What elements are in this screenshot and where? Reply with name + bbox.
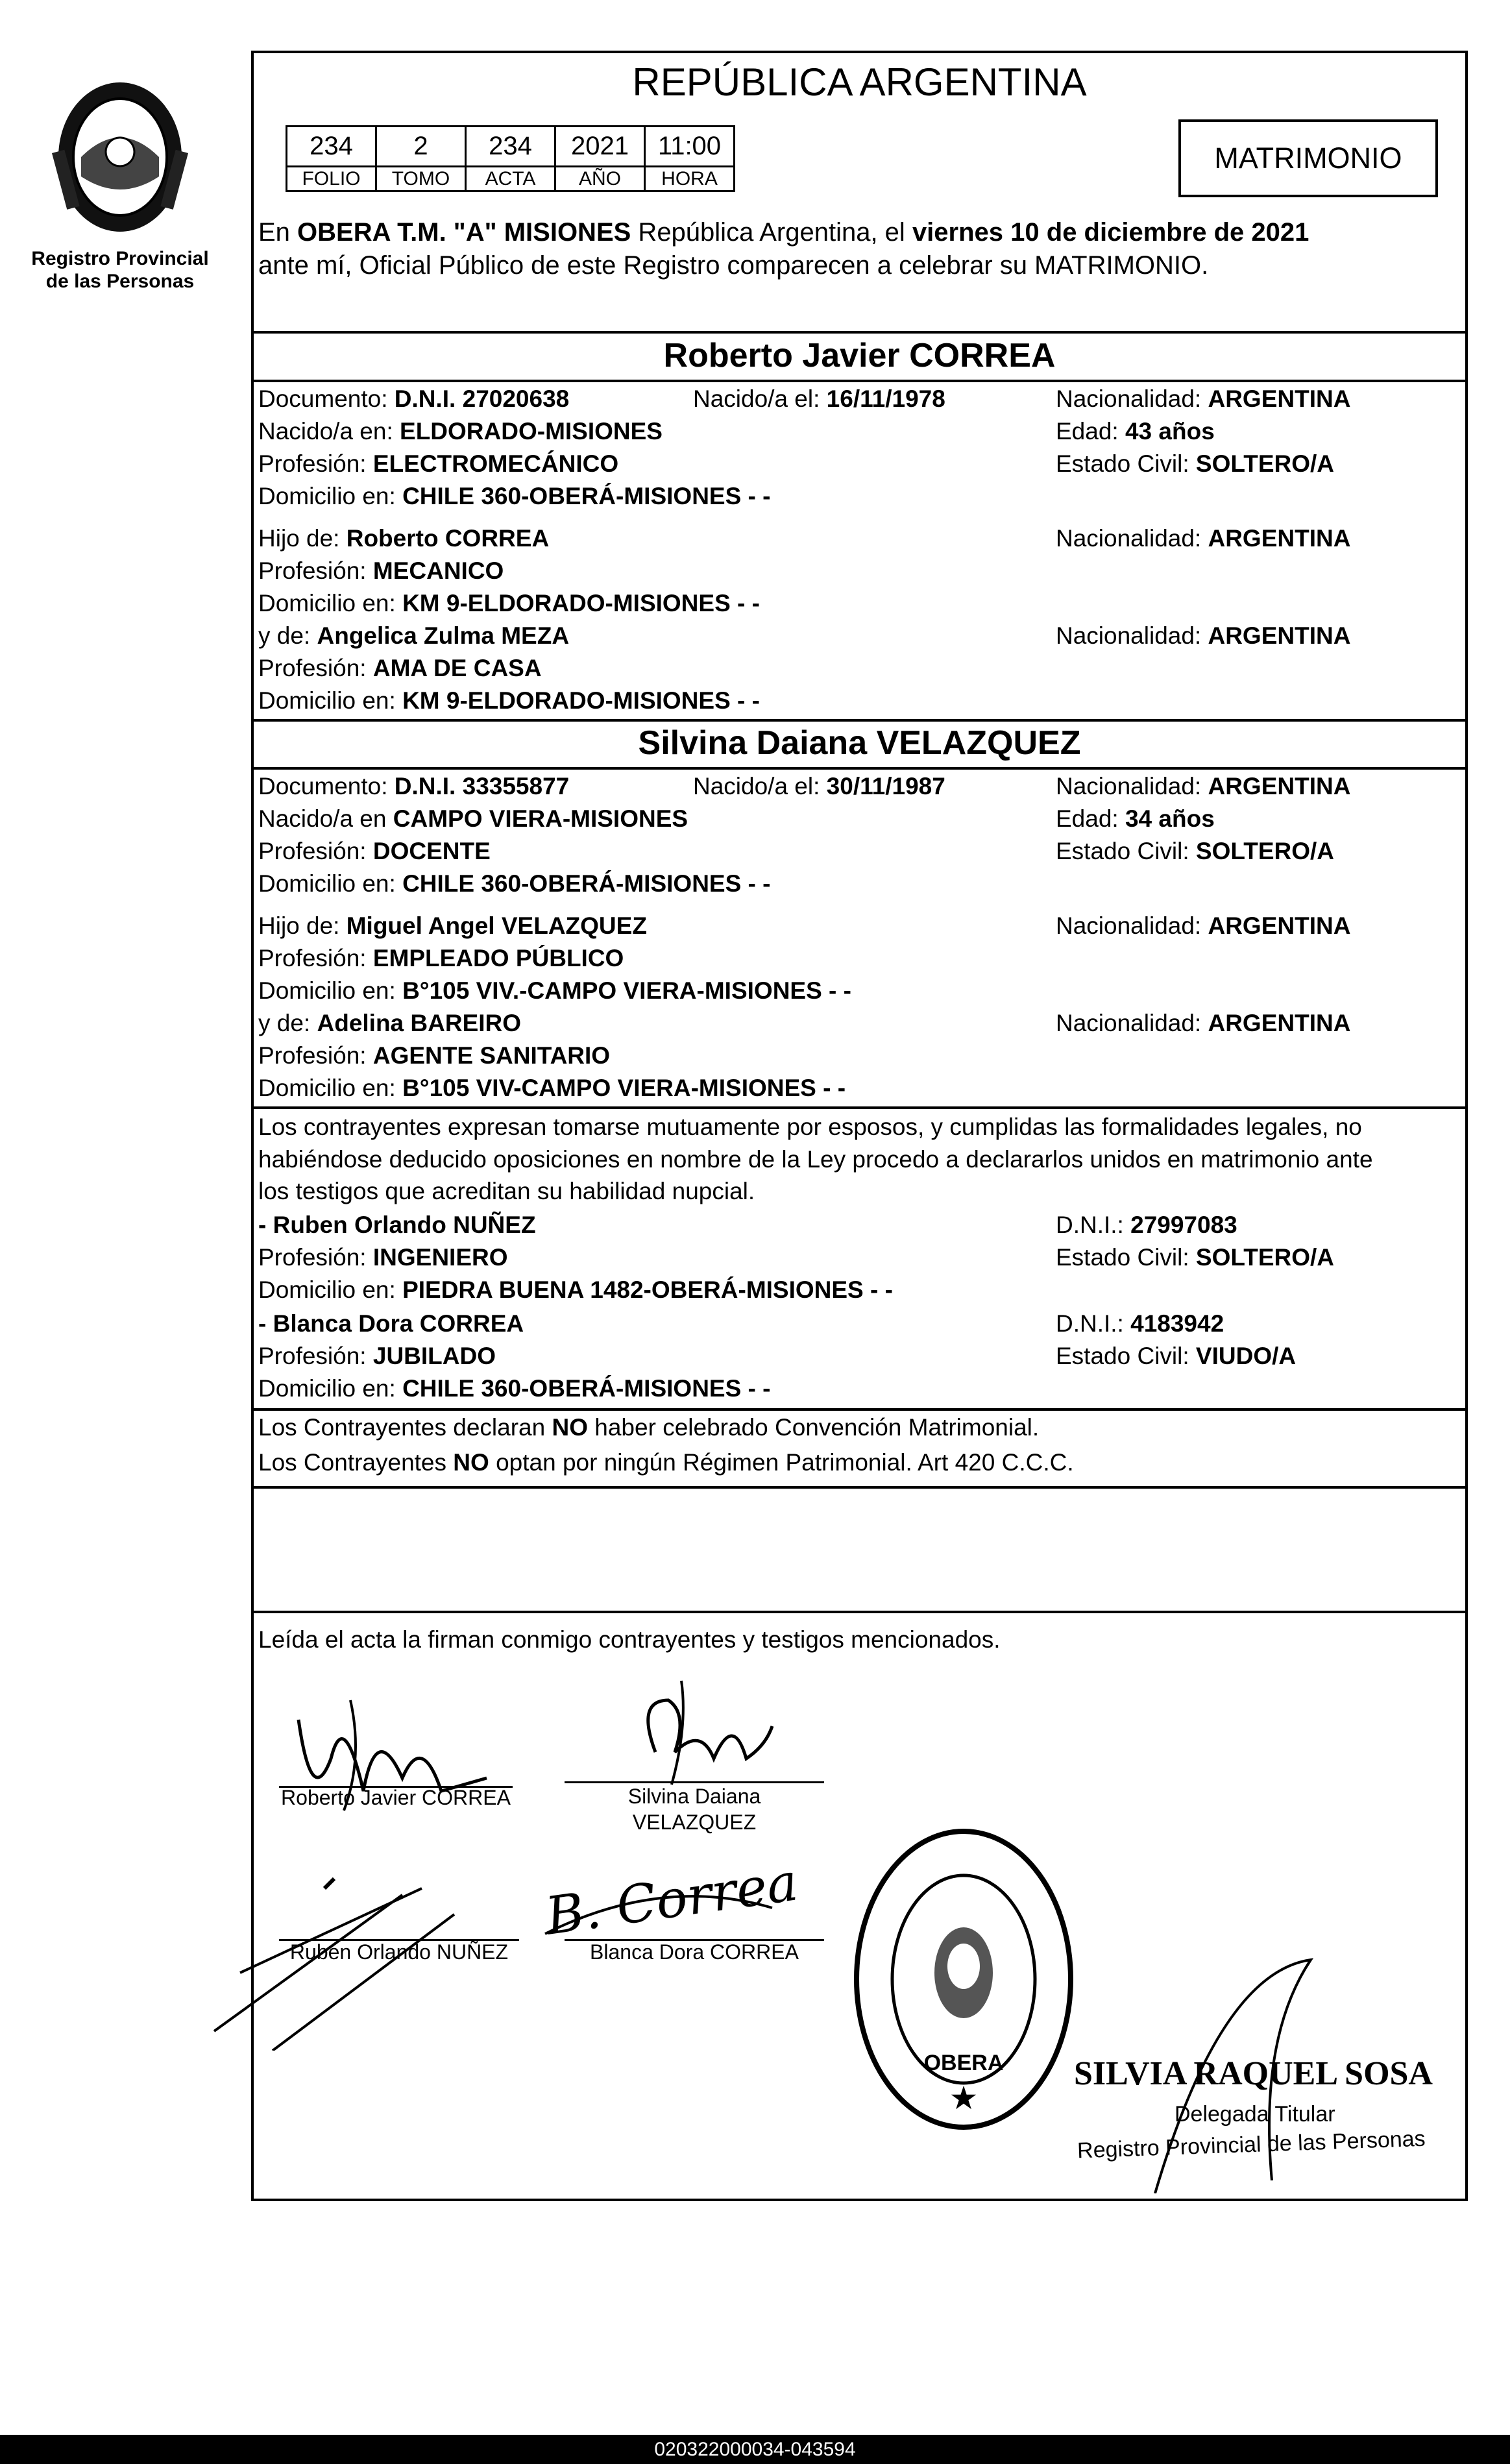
logo-caption-line2: de las Personas [45,270,195,292]
signature-handwriting-witness-2: B. Correa [542,1851,802,1947]
svg-text:★: ★ [949,2080,979,2116]
witness-2-dni: D.N.I.: 4183942 [1056,1310,1224,1337]
declaration-line-2: habiéndose deducido oposiciones en nombre de la Ley procedo a declararlos unidos en matrimonio ante [258,1145,1373,1173]
logo-caption [26,248,214,293]
tomo-value: 2 [376,127,466,167]
witness-1-name: - Ruben Orlando NUÑEZ [258,1212,536,1238]
bride-mother-address: Domicilio en: B°105 VIV-CAMPO VIERA-MISIONES - - [258,1075,846,1101]
folio-value: 234 [287,127,376,167]
signature-label-groom: Roberto Javier CORREA [281,1786,511,1809]
bride-document: Documento: D.N.I. 33355877 [258,773,570,799]
groom-nationality: Nacionalidad: ARGENTINA [1056,385,1351,412]
witness-2-name: - Blanca Dora CORREA [258,1310,524,1337]
groom-age: Edad: 43 años [1056,418,1215,445]
acta-label: ACTA [466,167,555,191]
tomo-label: TOMO [376,167,466,191]
official-role: Delegada Titular [1175,2102,1335,2127]
document-barcode-number: 020322000034-043594 [0,2435,1510,2464]
intro-mid: República Argentina, el [631,218,912,247]
official-name: SILVIA RAQUEL SOSA [1074,2055,1433,2092]
acta-type-box [1178,119,1438,197]
acta-value: 234 [466,127,555,167]
groom-mother-nationality: Nacionalidad: ARGENTINA [1056,622,1351,649]
signature-label-witness-2: Blanca Dora CORREA [590,1940,799,1964]
signature-label-bride [565,1783,824,1835]
anio-label: AÑO [555,167,645,191]
witness-2-civil-status: Estado Civil: VIUDO/A [1056,1343,1297,1369]
bride-name-heading: Silvina Daiana VELAZQUEZ [638,724,1081,762]
divider [251,767,1468,770]
signature-scribble-witness-1 [208,1817,532,2051]
groom-civil-status: Estado Civil: SOLTERO/A [1056,450,1335,477]
groom-mother-address: Domicilio en: KM 9-ELDORADO-MISIONES - - [258,687,760,714]
groom-father-profession: Profesión: MECANICO [258,557,504,584]
stamp-city: OBERA [923,2051,1004,2075]
signature-label-bride-line2: VELAZQUEZ [632,1811,757,1834]
official-stamp [850,1824,1077,2135]
divider [251,1486,1468,1489]
divider [251,1408,1468,1411]
groom-address: Domicilio en: CHILE 360-OBERÁ-MISIONES - - [258,483,771,509]
bride-civil-status: Estado Civil: SOLTERO/A [1056,838,1335,864]
anio-value: 2021 [555,127,645,167]
groom-birthdate: Nacido/a el: 16/11/1978 [693,385,945,412]
convention-line-1: Los Contrayentes declaran NO haber celebrado Convención Matrimonial. [258,1414,1040,1441]
groom-profession: Profesión: ELECTROMECÁNICO [258,450,619,477]
divider [251,719,1468,722]
declaration-line-3: los testigos que acreditan su habilidad nupcial. [258,1178,755,1205]
bride-birthdate: Nacido/a el: 30/11/1987 [693,773,945,799]
witness-1-dni: D.N.I.: 27997083 [1056,1212,1237,1238]
signature-scribble-bride [610,1661,805,1791]
witness-2-profession: Profesión: JUBILADO [258,1343,496,1369]
divider [251,1611,1468,1613]
groom-mother-profession: Profesión: AMA DE CASA [258,655,542,681]
intro-line-2: ante mí, Oficial Público de este Registro comparecen a celebrar su MATRIMONIO. [258,251,1209,280]
groom-birthplace: Nacido/a en: ELDORADO-MISIONES [258,418,663,445]
registry-table [286,125,735,192]
intro-pre: En [258,218,298,247]
witness-2-address: Domicilio en: CHILE 360-OBERÁ-MISIONES - - [258,1375,771,1402]
bride-mother-profession: Profesión: AGENTE SANITARIO [258,1042,611,1069]
convention-line-2: Los Contrayentes NO optan por ningún Régimen Patrimonial. Art 420 C.C.C. [258,1449,1074,1476]
signature-label-bride-line1: Silvina Daiana [627,1785,761,1808]
groom-father-nationality: Nacionalidad: ARGENTINA [1056,525,1351,552]
logo-caption-line1: Registro Provincial [31,248,209,269]
intro-date: viernes 10 de diciembre de 2021 [912,218,1309,247]
divider [251,380,1468,382]
signatures-intro: Leída el acta la firman conmigo contrayentes y testigos mencionados. [258,1626,1001,1653]
provincial-seal-logo [45,79,195,241]
acta-type-label: MATRIMONIO [1214,141,1402,175]
intro-place: OBERA T.M. "A" MISIONES [297,218,631,247]
declaration-line-1: Los contrayentes expresan tomarse mutuamente por esposos, y cumplidas las formalidades legales, no [258,1114,1362,1140]
groom-name-heading: Roberto Javier CORREA [663,337,1056,374]
official-office: Registro Provincial de las Personas [1077,2126,1426,2164]
bride-father: Hijo de: Miguel Angel VELAZQUEZ [258,912,647,939]
intro-line-1 [258,216,1465,249]
witness-1-profession: Profesión: INGENIERO [258,1244,508,1271]
signature-label-witness-1: Ruben Orlando NUÑEZ [289,1940,509,1964]
groom-father-address: Domicilio en: KM 9-ELDORADO-MISIONES - - [258,590,760,616]
bride-father-address: Domicilio en: B°105 VIV.-CAMPO VIERA-MISIONES - - [258,977,851,1004]
bride-mother: y de: Adelina BAREIRO [258,1010,522,1036]
page-title: REPÚBLICA ARGENTINA [632,60,1087,104]
intro-paragraph [258,216,1465,282]
witness-1-civil-status: Estado Civil: SOLTERO/A [1056,1244,1335,1271]
divider [251,1106,1468,1109]
bride-birthplace: Nacido/a en CAMPO VIERA-MISIONES [258,805,688,832]
bride-mother-nationality: Nacionalidad: ARGENTINA [1056,1010,1351,1036]
witness-1-address: Domicilio en: PIEDRA BUENA 1482-OBERÁ-MISIONES - - [258,1276,893,1303]
groom-father: Hijo de: Roberto CORREA [258,525,550,552]
bride-address: Domicilio en: CHILE 360-OBERÁ-MISIONES - - [258,870,771,897]
bride-father-nationality: Nacionalidad: ARGENTINA [1056,912,1351,939]
folio-label: FOLIO [287,167,376,191]
groom-document: Documento: D.N.I. 27020638 [258,385,570,412]
bride-age: Edad: 34 años [1056,805,1215,832]
divider [251,331,1468,334]
bride-profession: Profesión: DOCENTE [258,838,491,864]
groom-mother: y de: Angelica Zulma MEZA [258,622,570,649]
hora-value: 11:00 [645,127,735,167]
bride-father-profession: Profesión: EMPLEADO PÚBLICO [258,945,624,971]
declaration-paragraph [258,1111,1465,1208]
hora-label: HORA [645,167,735,191]
bride-nationality: Nacionalidad: ARGENTINA [1056,773,1351,799]
